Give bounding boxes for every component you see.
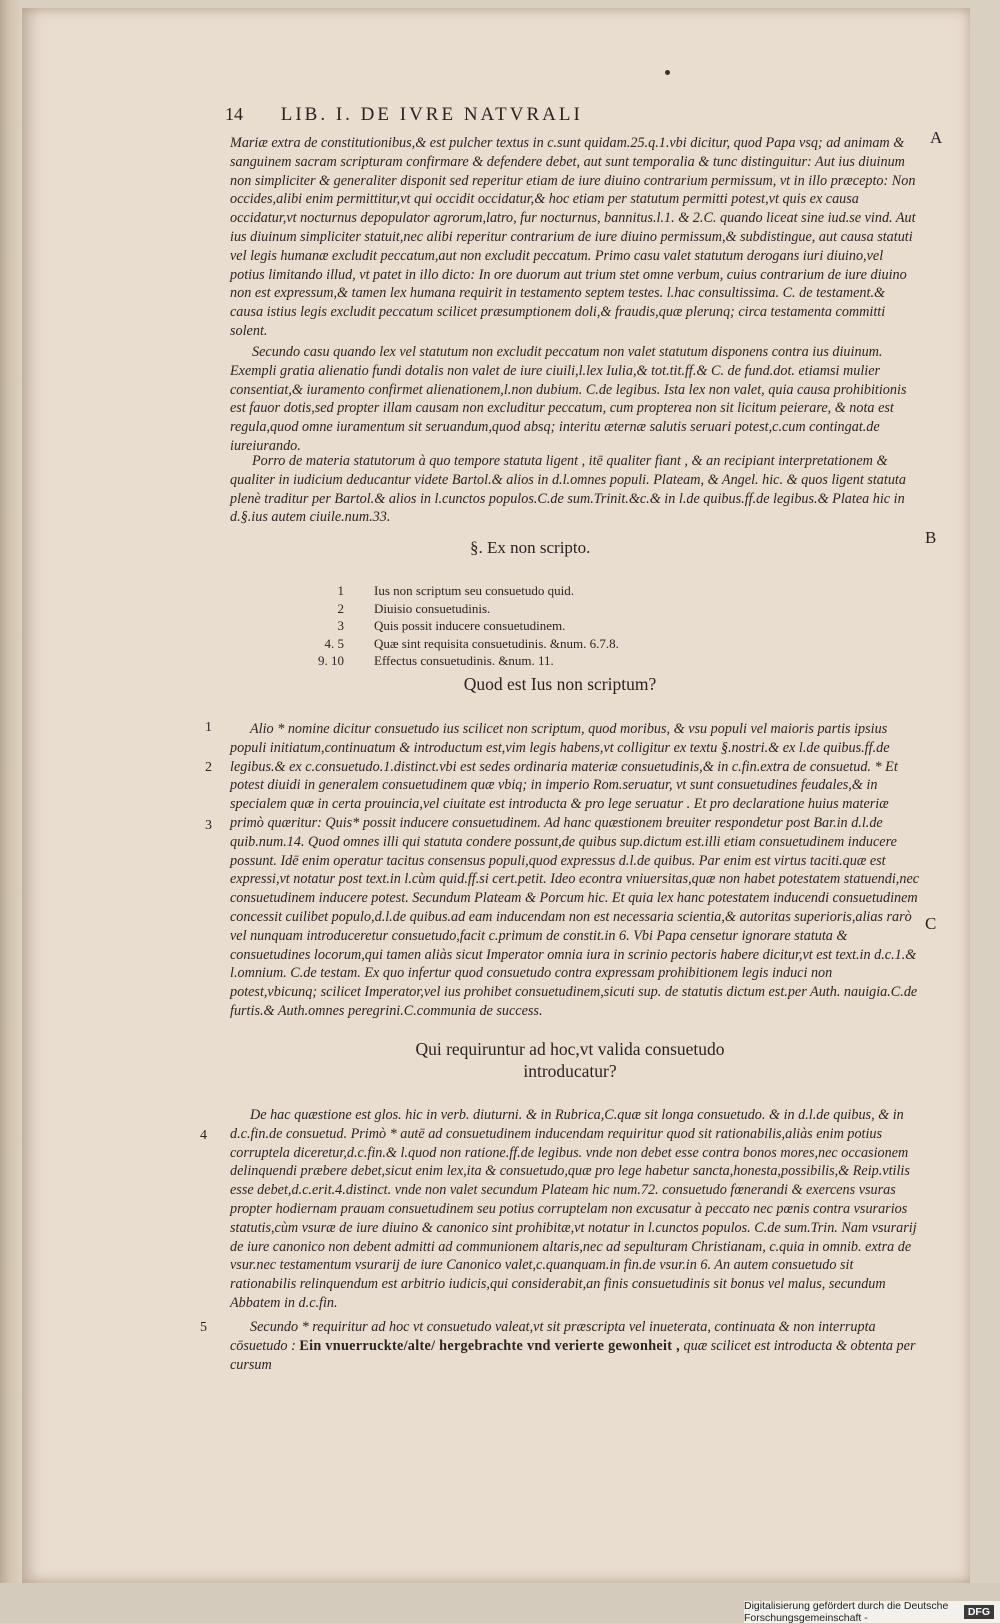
summary-item-text: Quis possit inducere consuetudinem.	[374, 618, 566, 634]
question-heading-2-line-2: introducatur?	[523, 1061, 617, 1081]
summary-item	[280, 582, 619, 600]
page-number: 14	[225, 104, 243, 124]
margin-letter-a: A	[930, 128, 943, 147]
page-title: LIB. I. DE IVRE NATVRALI	[280, 104, 583, 125]
running-head	[225, 104, 925, 126]
side-number-3: 3	[205, 818, 212, 833]
summary-item	[280, 617, 619, 635]
side-number-5: 5	[200, 1320, 207, 1335]
summary-item	[280, 600, 619, 618]
paragraph-6-end: quæ scilicet est introducta & obtenta per cursum	[230, 1337, 916, 1373]
paragraph-3: Porro de materia statutorum à quo tempore statuta ligent , itē qualiter fiant , & an recipiant interpretationem & qualiter in iudicium deducantur videte Bartol.& alios in d.l.omnes populi. Plateam, & Angel. hic. & quos ligent statuta plenè traditur per Bartol.& alios in l.cunctos populos.C.de sum.Trinit.&c.& in l.de quibus.ff.de legibus.& Platea hic in d.§.ius autem ciuile.num.33.	[230, 453, 906, 526]
summary-item-number: 3	[337, 618, 344, 634]
summary-item-number: 1	[337, 583, 344, 598]
summary-item-text: Quæ sint requisita consuetudinis. &num. 6.7.8.	[374, 635, 619, 651]
paragraph-1: Mariæ extra de constitutionibus,& est pulcher textus in c.sunt quidam.25.q.1.vbi dicitur, quod Papa vsq; ad animam & sanguinem sacram scripturam confirmare & defendere debet, aut sunt temporalia & tunc distinguitur: Aut ius diuinum non simpliciter & generaliter disponit sed reperitur etiam de iure diuino contrarium permissum, vt in illo præcepto: Non occides,alibi enim permittitur,vt qui occidit occidatur,& hoc etiam per statutum permitti potest,vt quis ex causa occidatur,vt nocturnus depopulator agrorum,latro, fur nocturnus, bannitus.l.1. & 2.C. quando liceat sine iud.se vind. Aut ius diuinum simpliciter statuit,nec alibi reperitur contrarium de iure diuino permissum,& subdistingue, aut causa statuti vel legis humanæ excludit peccatum,aut non excludit peccatum. Primo casu valet statutum derogans iuri diuino,vel potius limitando illud, vt patet in illo dicto: In ore duorum aut trium stet omne verbum, cuius contrarium de iure diuino non est expressum,& tamen lex humana requirit in testamento septem testes. l.hac consultissima. C. de testament.& causa istius legis excludit peccatum scilicet præsumptionem doli,& fraudis,quæ plerunq; circa testamenta committi solent.	[230, 135, 916, 339]
section-title: §. Ex non scripto.	[470, 538, 591, 557]
summary-item-text: Ius non scriptum seu consuetudo quid.	[374, 583, 575, 598]
book-edge-left	[0, 0, 22, 1600]
paragraph-2: Secundo casu quando lex vel statutum non excludit peccatum non valet statutum disponens contra ius diuinum. Exempli gratia alienatio fundi dotalis non valet de iure ciuili,l.lex Iulia,& tot.tit.ff.& C. de fund.dot. etiamsi mulier consentiat,& iuramento confirmet alienationem,l.non dubium. C.de legibus. Ista lex non valet, quia causa prohibitionis est fauor dotis,sed propter illam causam non excluditur peccatum, cum propterea non sit licitum peierare, & nota est regula,quod omne iuramentum sit seruandum,quod absq; interitu æternæ salutis seruari potest,c.cum contingat.de iureiurando.	[230, 344, 907, 454]
question-heading-2-line-1: Qui requiruntur ad hoc,vt valida consuetudo	[415, 1039, 725, 1059]
margin-letter-b: B	[925, 528, 937, 547]
paragraph-6	[230, 1318, 920, 1374]
side-number-2: 2	[205, 760, 212, 775]
paragraph-6-start: Secundo * requiritur ad hoc vt consuetudo valeat,vt sit præscripta vel inueterata, continuata & non interrupta cōsuetudo :	[230, 1319, 876, 1354]
footer-text: Digitalisierung gefördert durch die Deutsche Forschungsgemeinschaft -	[744, 1600, 949, 1624]
summary-item-number: 9. 10	[318, 653, 344, 669]
summary-list	[280, 582, 619, 670]
summary-item-number: 2	[337, 600, 344, 616]
summary-item-text: Effectus consuetudinis. &num. 11.	[374, 653, 554, 669]
digitization-footer	[744, 1601, 1000, 1623]
question-heading-1: Quod est Ius non scriptum?	[463, 674, 657, 694]
summary-item-text: Diuisio consuetudinis.	[374, 600, 491, 616]
margin-letter-c: C	[925, 914, 937, 933]
paragraph-5: De hac quæstione est glos. hic in verb. diuturni. & in Rubrica,C.quæ sit longa consuetudo. & in d.l.de quibus, & in d.c.fin.de consuetud. Primò * autē ad consuetudinem inducendam requiritur quod sit rationabilis,aliàs enim potius corruptela diceretur,d.c.fin.& l.quod non ratione.ff.de legibus. vnde non debet esse contra bonos mores,nec occasionem delinquendi præbere debet,sicut enim lex,ita & consuetudo,quæ pro lege habetur sancta,honesta,possibilis,& Reip.vtilis esse debet,d.c.erit.4.distinct. vnde non valet secundum Plateam hic num.72. consuetudo fœnerandi & exercens vsuras propter hodiernam prauam consuetudinem seu potius corruptelam non excusatur à peccato nec pœnis contra vsurarios statutis,cùm vsuræ de iure diuino & canonico sint prohibitæ,vt notatur in l.cunctos populos. C.de sum.Trin. Nam vsurarij de iure canonico non debent admitti ad communionem altaris,nec ad sepulturam Christianam, c.quia in omnib. extra de vsur.nec testamentum vsurarij de iure Canonico valet,c.quanquam.in fin.de vsur.in 6. An autem consuetudo sit rationabilis relinquendum est arbitrio iudicis,qui considerabit,an finis consuetudinis sit bonus vel malus, secundum Abbatem in d.c.fin.	[230, 1107, 917, 1311]
question-heading-2	[350, 1038, 790, 1082]
paragraph-4: Alio * nomine dicitur consuetudo ius scilicet non scriptum, quod moribus, & vsu populi vel maioris partis ipsius populi initiatum,continuatum & introductum est,vim legis habens,vt colligitur ex textu §.nostri.& ex l.de quibus.ff.de legibus.& ex c.consuetudo.1.distinct.vbi est sedes ordinaria materiæ consuetudinis,& in c.fin.extra de consuetud. * Et potest diuidi in generalem consuetudinem quæ vbiq; in imperio Rom.seruatur, vt sunt consuetudines feudales,& in specialem quæ in certa prouincia,vel ciuitate est introducta & pro lege seruatur . Et pro declaratione huius materiæ primò quæritur: Quis* possit inducere consuetudinem. Ad hanc quæstionem breuiter respondetur post Bar.in d.l.de quib.num.14. Quod omnes illi qui statuta condere possunt,de quibus sup.dictum est.illi etiam consuetudinem inducere possunt. Idē enim operatur tacitus consensus populi,quod expressus d.l.de quibus. Par enim est virtus taciti.quæ est expressi,vt notatur post text.in l.cùm quid.ff.si cert.petit. Ideo econtra vniuersitas,quæ non habet potestatem statuendi,nec consuetudinem inducere potest. Secundum Plateam & Porcum hic. Et quia lex hanc potestatem inducendi consuetudinem concessit cuilibet populo,d.l.de quibus.ad eam inducendam non est necessaria scientia,& autoritas superioris,alias rarò vel nunquam introduceretur consuetudo,facit c.primum de constit.in 6. Vbi Papa censetur ignorare statuta & consuetudines locorum,qui tamen aliàs sicut Imperator omnia iura in scrinio pectoris habere dicitur,vt est text.in d.c.1.& l.omnium. C.de testam. Ex quo infertur quod consuetudo contra expressam prohibitionem legis induci non potest,vbicunq; scilicet Imperator,vel ius prohibet consuetudinem,sicuti sup. de statutis dictum est.per Auth. nauigia.C.de furtis.& Auth.omnes peregrini.C.communia de success.	[230, 721, 920, 1019]
ink-dot	[665, 70, 670, 75]
summary-item	[280, 635, 619, 653]
summary-item-number: 4. 5	[324, 635, 344, 651]
side-number-4: 4	[200, 1128, 207, 1143]
dfg-logo: DFG	[964, 1605, 994, 1619]
german-phrase: Ein vnuerruckte/alte/ hergebrachte vnd verierte gewonheit ,	[299, 1337, 680, 1354]
summary-item	[280, 652, 619, 670]
side-number-1: 1	[205, 720, 212, 735]
